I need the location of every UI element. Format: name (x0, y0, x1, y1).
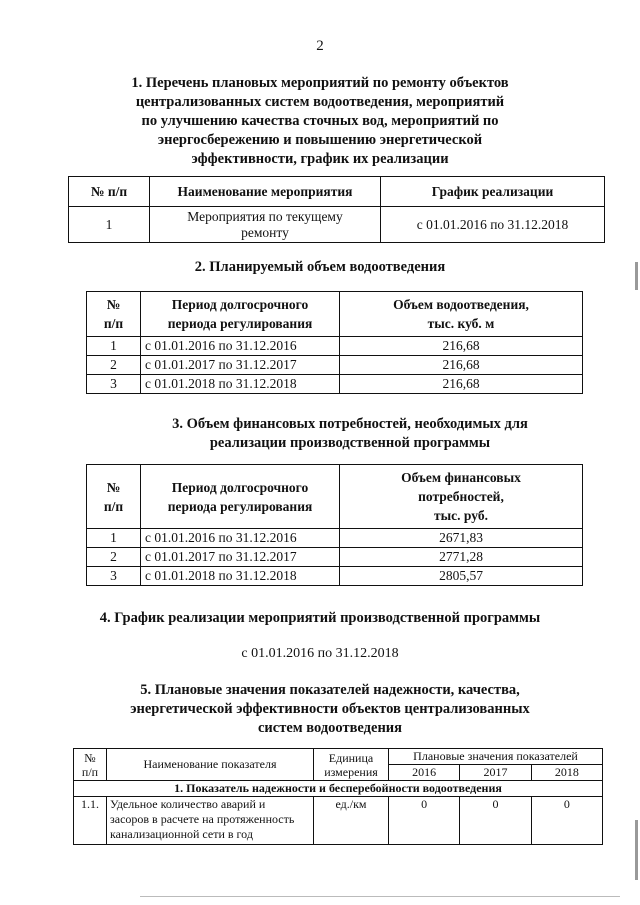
row-period: с 01.01.2018 по 31.12.2018 (141, 567, 340, 586)
header-line: потребностей, (418, 489, 504, 504)
section3-title (110, 415, 590, 453)
table-row (87, 567, 583, 586)
row-num: 2 (87, 548, 141, 567)
section1-title-line: энергосбережению и повышению энергетической (157, 132, 483, 148)
table-header-row (74, 749, 603, 765)
row-name-line: канализационной сети в год (110, 827, 253, 841)
table-row (87, 375, 583, 394)
row-schedule: с 01.01.2016 по 31.12.2018 (381, 207, 605, 243)
row-value-2017: 0 (460, 797, 531, 845)
row-name-line: ремонту (241, 224, 289, 240)
table-row (87, 548, 583, 567)
header-line: Единица (328, 750, 374, 765)
header-line: тыс. руб. (434, 508, 488, 523)
column-header-num (74, 749, 107, 781)
section5-table (73, 748, 603, 845)
column-header-unit (314, 749, 389, 781)
section2-table (86, 291, 583, 394)
header-line: № (106, 297, 121, 312)
header-line: периода регулирования (167, 498, 313, 514)
section1-title (100, 74, 540, 169)
table-row (87, 529, 583, 548)
column-header-name: Наименование мероприятия (150, 177, 381, 207)
section1-title-line: 1. Перечень плановых мероприятий по ремонту объектов (131, 75, 509, 91)
row-period: с 01.01.2017 по 31.12.2017 (141, 548, 340, 567)
section2-title: 2. Планируемый объем водоотведения (194, 259, 446, 275)
row-value: 2771,28 (340, 548, 583, 567)
column-header-year: 2018 (531, 765, 602, 781)
subsection-title: 1. Показатель надежности и бесперебойности водоотведения (74, 781, 603, 797)
header-line: п/п (103, 498, 124, 514)
header-line: № (106, 479, 121, 495)
header-line: п/п (81, 764, 99, 779)
section1-title-line: централизованных систем водоотведения, мероприятий (135, 94, 505, 110)
row-value: 2671,83 (340, 529, 583, 548)
row-period: с 01.01.2016 по 31.12.2016 (141, 529, 340, 548)
column-header-volume (340, 292, 583, 337)
row-name (150, 207, 381, 243)
header-line: Период долгосрочного (171, 297, 309, 312)
column-header-period (141, 292, 340, 337)
table-row (87, 356, 583, 375)
column-header-num: № п/п (69, 177, 150, 207)
column-header-period (141, 465, 340, 529)
section5-title-line: энергетической эффективности объектов централизованных (130, 701, 530, 717)
section3-table (86, 464, 583, 586)
column-header-planned: Плановые значения показателей (389, 749, 603, 765)
section1-table (68, 176, 605, 243)
column-header-year: 2016 (389, 765, 460, 781)
row-name-line: Удельное количество аварий и (110, 797, 266, 811)
row-num: 1 (87, 337, 141, 356)
row-name (107, 797, 314, 845)
row-period: с 01.01.2017 по 31.12.2017 (141, 356, 340, 375)
table-row (69, 207, 605, 243)
column-header-num (87, 465, 141, 529)
scan-edge-mark (635, 262, 638, 290)
row-value: 216,68 (340, 375, 583, 394)
row-num: 1.1. (74, 797, 107, 845)
section3-title-line: реализации производственной программы (209, 435, 491, 451)
table-header-row (69, 177, 605, 207)
row-value: 2805,57 (340, 567, 583, 586)
header-line: измерения (324, 764, 378, 779)
table-row (74, 797, 603, 845)
page-number: 2 (316, 38, 324, 54)
row-period: с 01.01.2018 по 31.12.2018 (141, 375, 340, 394)
row-name-line: Мероприятия по текущему (187, 208, 343, 224)
section5-title-line: систем водоотведения (257, 720, 403, 736)
section3-title-line: 3. Объем финансовых потребностей, необходимых для (172, 416, 528, 432)
header-line: тыс. куб. м (427, 316, 495, 331)
header-line: п/п (103, 316, 124, 331)
header-line: Объем финансовых (401, 470, 521, 485)
row-num: 1 (69, 207, 150, 243)
row-value: 216,68 (340, 337, 583, 356)
column-header-schedule: График реализации (381, 177, 605, 207)
row-num: 1 (87, 529, 141, 548)
row-value-2016: 0 (389, 797, 460, 845)
column-header-name: Наименование показателя (107, 749, 314, 781)
section4-period: с 01.01.2016 по 31.12.2018 (241, 646, 399, 661)
table-header-row (87, 465, 583, 529)
header-line: периода регулирования (167, 316, 313, 331)
row-name-line: засоров в расчете на протяженность (110, 812, 295, 826)
table-row (87, 337, 583, 356)
row-num: 3 (87, 375, 141, 394)
section5-title (80, 681, 580, 738)
row-period: с 01.01.2016 по 31.12.2016 (141, 337, 340, 356)
scan-edge-mark (635, 820, 638, 880)
column-header-volume (340, 465, 583, 529)
header-line: № (84, 750, 96, 765)
header-line: Объем водоотведения, (393, 297, 529, 312)
header-line: Период долгосрочного (171, 479, 309, 495)
scan-artifact-line (140, 896, 620, 897)
row-unit: ед./км (314, 797, 389, 845)
subsection-row (74, 781, 603, 797)
table-header-row (87, 292, 583, 337)
row-num: 2 (87, 356, 141, 375)
section5-title-line: 5. Плановые значения показателей надежности, качества, (140, 682, 520, 698)
section1-title-line: по улучшению качества сточных вод, мероприятий по (141, 113, 499, 129)
column-header-year: 2017 (460, 765, 531, 781)
row-num: 3 (87, 567, 141, 586)
section1-title-line: эффективности, график их реализации (191, 151, 449, 167)
row-value: 216,68 (340, 356, 583, 375)
section4-title: 4. График реализации мероприятий производственной программы (99, 610, 541, 626)
column-header-num (87, 292, 141, 337)
row-value-2018: 0 (531, 797, 602, 845)
